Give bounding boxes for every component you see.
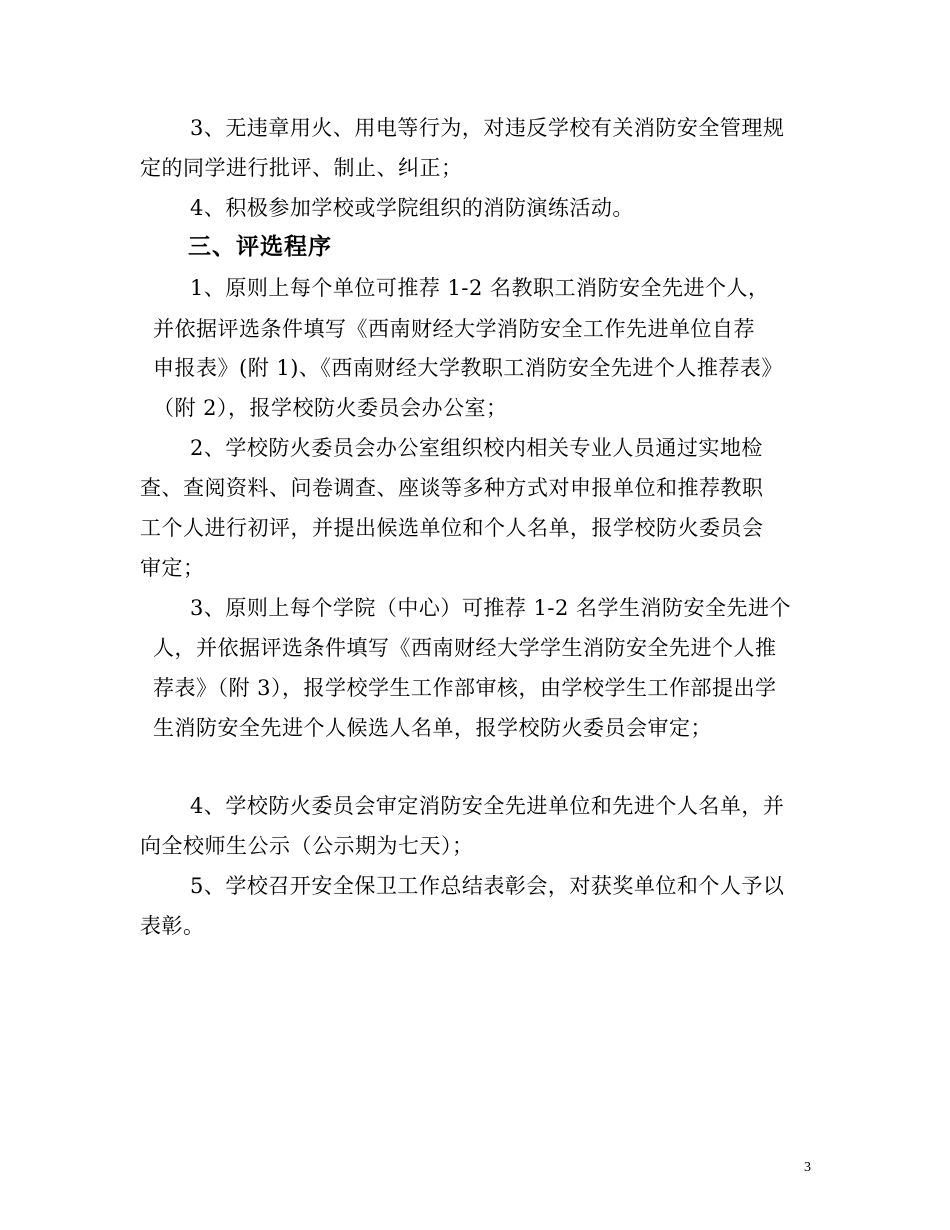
paragraph-text-line: 表彰。 xyxy=(140,914,205,938)
paragraph-text-line: 工个人进行初评，并提出候选单位和个人名单，报学校防火委员会 xyxy=(140,516,764,540)
paragraph-text-line: 1、原则上每个单位可推荐 1-2 名教职工消防安全先进个人， xyxy=(190,276,770,300)
page-number: 3 xyxy=(804,1160,811,1175)
paragraph-text-line: 5、学校召开安全保卫工作总结表彰会，对获奖单位和个人予以 xyxy=(190,874,785,898)
paragraph-text-line: 荐表》（附 3），报学校学生工作部审核，由学校学生工作部提出学 xyxy=(153,676,777,700)
paragraph-text-line: 3、原则上每个学院（中心）可推荐 1-2 名学生消防安全先进个 xyxy=(190,596,792,620)
paragraph-text-line: 2、学校防火委员会办公室组织校内相关专业人员通过实地检 xyxy=(190,436,763,460)
paragraph-text-line: 审定； xyxy=(140,556,205,580)
paragraph-text-line: 3、无违章用火、用电等行为，对违反学校有关消防安全管理规 xyxy=(190,116,785,140)
paragraph-text-line: （附 2），报学校防火委员会办公室； xyxy=(153,396,508,420)
paragraph-text-line: 4、学校防火委员会审定消防安全先进单位和先进个人名单，并 xyxy=(190,794,785,818)
paragraph-text-line: 向全校师生公示（公示期为七天）； xyxy=(140,834,474,858)
paragraph-text-line: 人，并依据评选条件填写《西南财经大学学生消防安全先进个人推 xyxy=(153,636,777,660)
paragraph-text-line: 生消防安全先进个人候选人名单，报学校防火委员会审定； xyxy=(153,716,712,740)
paragraph-text-line: 查、查阅资料、问卷调查、座谈等多种方式对申报单位和推荐教职 xyxy=(140,476,764,500)
paragraph-text-line: 申报表》(附 1)、《西南财经大学教职工消防安全先进个人推荐表》 xyxy=(153,356,783,380)
paragraph-text-line: 并依据评选条件填写《西南财经大学消防安全工作先进单位自荐 xyxy=(153,317,755,341)
section-heading: 三、评选程序 xyxy=(188,234,332,260)
paragraph-text-line: 4、积极参加学校或学院组织的消防演练活动。 xyxy=(190,196,634,220)
paragraph-text-line: 定的同学进行批评、制止、纠正； xyxy=(140,156,463,180)
